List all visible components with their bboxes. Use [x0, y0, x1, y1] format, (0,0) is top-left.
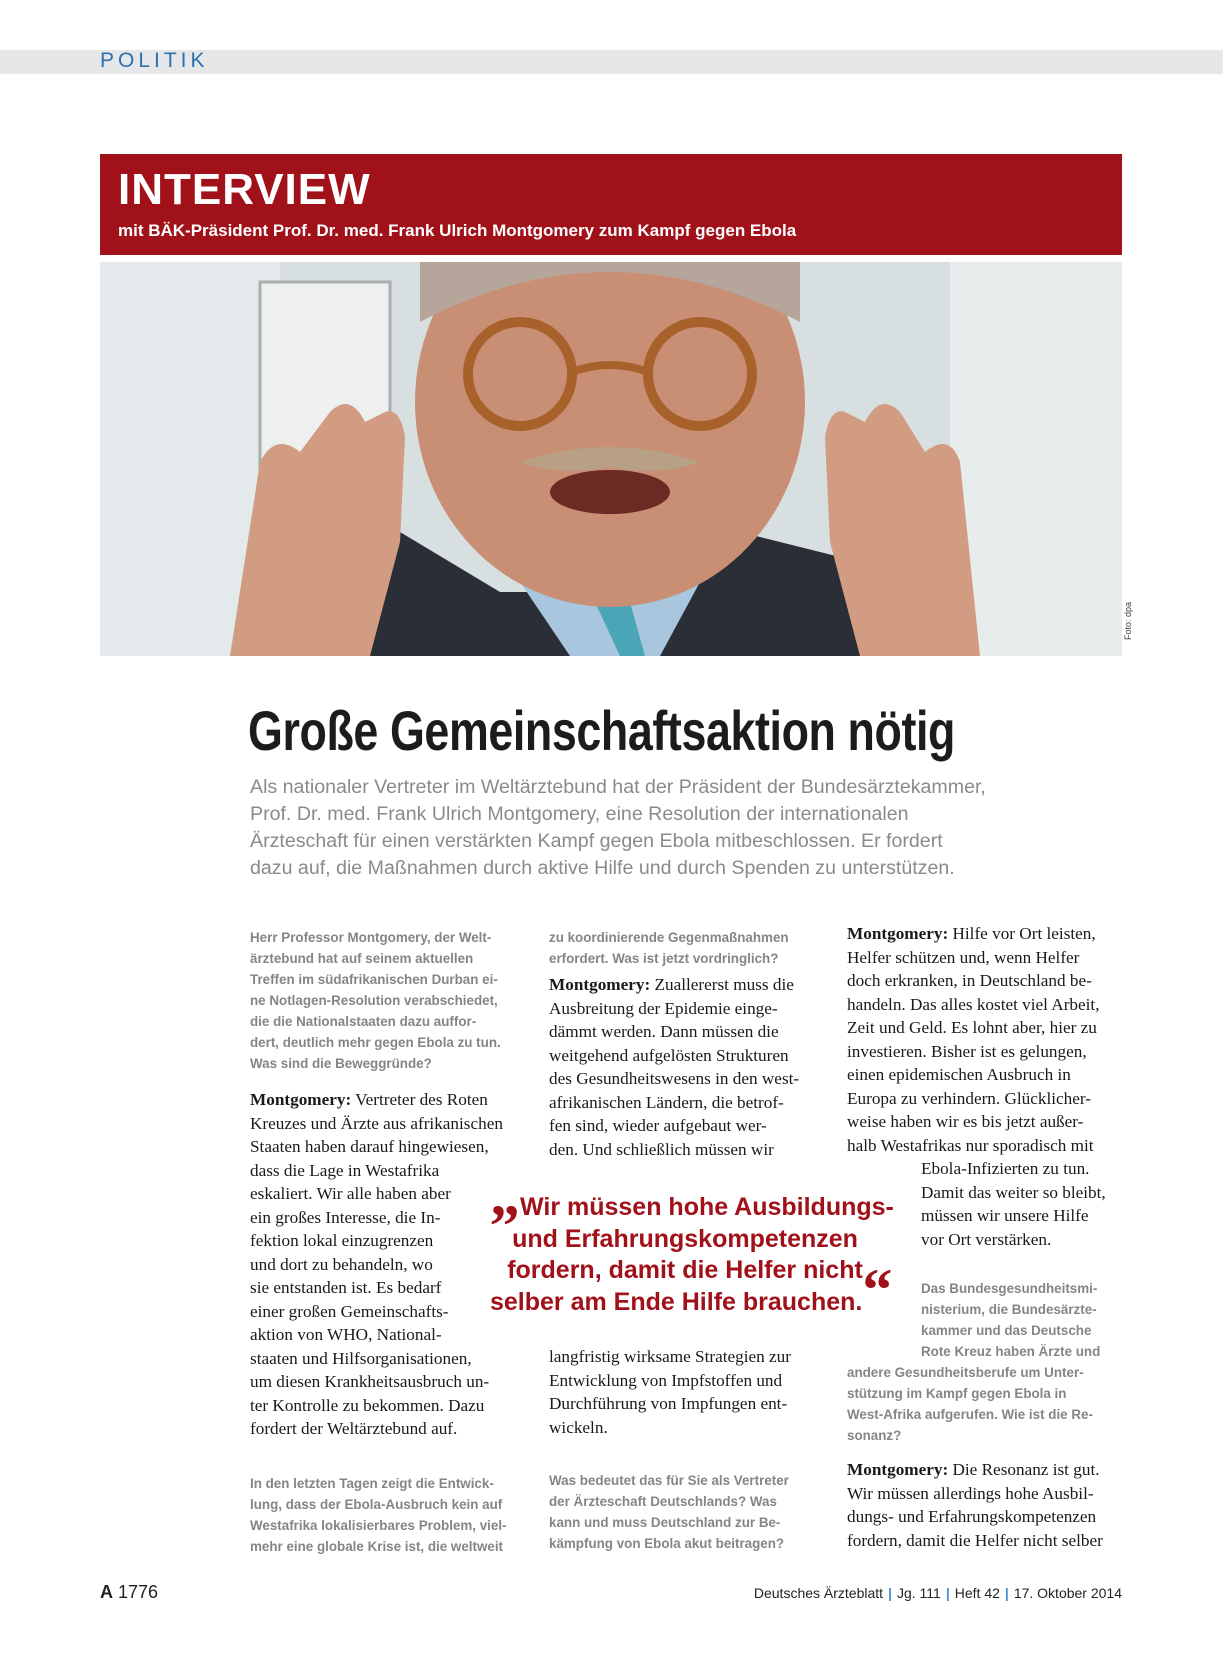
- answer-line: Wir müssen allerdings hohe Ausbil-: [847, 1483, 1094, 1503]
- question-line: der Ärzteschaft Deutschlands? Was: [549, 1494, 777, 1509]
- answer-line: dungs- und Erfahrungskompetenzen: [847, 1507, 1097, 1526]
- lead-line: dazu auf, die Maßnahmen durch aktive Hilfe und durch Spenden zu unterstützen.: [250, 857, 955, 879]
- answer-line: Helfer schützen und, wenn Helfer: [847, 947, 1080, 967]
- closing-quote-mark: “: [862, 1256, 893, 1323]
- answer-line: dass die Lage in Westafrika: [250, 1160, 440, 1180]
- answer-line: aktion von WHO, National-: [250, 1325, 442, 1344]
- question-line: die die Nationalstaaten dazu auffor-: [250, 1014, 477, 1029]
- footer-separator: |: [1004, 1585, 1009, 1601]
- answer-line: fektion lokal einzugrenzen: [250, 1231, 434, 1250]
- page-number: [100, 1582, 158, 1603]
- journal-footer: [754, 1585, 1122, 1601]
- section-label: POLITIK: [100, 49, 209, 72]
- answer-line: dämmt werden. Dann müssen die: [549, 1022, 779, 1041]
- question-line: stützung im Kampf gegen Ebola in: [847, 1386, 1067, 1401]
- question-block: [250, 927, 525, 1074]
- speaker-label: Montgomery:: [847, 1460, 949, 1479]
- question-block: [250, 1473, 525, 1557]
- headline: Große Gemeinschaftsaktion nötig: [248, 699, 956, 762]
- answer-line: afrikanischen Ländern, die betrof-: [549, 1092, 784, 1112]
- question-line: Das Bundesgesundheitsmi-: [921, 1281, 1098, 1296]
- pull-quote: [490, 1162, 894, 1323]
- interview-banner: [100, 154, 1122, 255]
- opening-quote-mark: „: [490, 1162, 520, 1228]
- pull-quote-line: Wir müssen hohe Ausbildungs-: [520, 1193, 894, 1221]
- answer-block: [847, 1458, 1122, 1552]
- question-line: mehr eine globale Krise ist, die weltweit: [250, 1538, 504, 1554]
- answer-line: eskaliert. Wir alle haben aber: [250, 1184, 451, 1203]
- pull-quote-line: selber am Ende Hilfe brauchen.: [490, 1287, 863, 1316]
- question-line: dert, deutlich mehr gegen Ebola zu tun.: [250, 1035, 501, 1050]
- banner-title: INTERVIEW: [118, 165, 371, 214]
- answer-line: Damit das weiter so bleibt,: [921, 1182, 1106, 1202]
- answer-line: ein großes Interesse, die In-: [250, 1207, 441, 1227]
- answer-block: [549, 973, 824, 1161]
- answer-line: handeln. Das alles kostet viel Arbeit,: [847, 994, 1100, 1014]
- footer-separator: |: [945, 1585, 950, 1601]
- question-line: Rote Kreuz haben Ärzte und: [921, 1344, 1101, 1359]
- column-1: [250, 927, 525, 1557]
- answer-line: den. Und schließlich müssen wir: [549, 1139, 774, 1159]
- page-number-value: 1776: [118, 1582, 159, 1602]
- answer-line: Zuallererst muss die: [650, 975, 794, 994]
- question-line: ne Notlagen-Resolution verabschiedet,: [250, 993, 498, 1008]
- question-line: Herr Professor Montgomery, der Welt-: [250, 930, 492, 945]
- column-2: [549, 927, 824, 1161]
- question-line: nisterium, die Bundesärzte-: [921, 1302, 1097, 1317]
- answer-line: Zeit und Geld. Es lohnt aber, hier zu: [847, 1018, 1097, 1037]
- answer-line: langfristig wirksame Strategien zur: [549, 1347, 791, 1366]
- question-line: sonanz?: [847, 1428, 902, 1443]
- question-line: andere Gesundheitsberufe um Unter-: [847, 1365, 1084, 1380]
- answer-line: Entwicklung von Impfstoffen und: [549, 1370, 783, 1390]
- answer-line: Kreuzes und Ärzte aus afrikanischen: [250, 1113, 503, 1133]
- answer-line: des Gesundheitswesens in den west-: [549, 1069, 800, 1088]
- answer-line: um diesen Krankheitsausbruch un-: [250, 1372, 490, 1391]
- answer-block: [250, 1088, 525, 1441]
- lead-line: Als nationaler Vertreter im Weltärztebund hat der Präsident der Bundesärztekammer,: [250, 776, 986, 798]
- question-line: kann und muss Deutschland zur Be-: [549, 1515, 781, 1530]
- answer-line: ter Kontrolle zu bekommen. Dazu: [250, 1395, 485, 1415]
- question-line: erfordert. Was ist jetzt vordringlich?: [549, 951, 779, 966]
- question-line: Westafrika lokalisierbares Problem, viel-: [250, 1517, 507, 1533]
- question-block: [549, 927, 824, 969]
- answer-line: halb Westafrikas nur sporadisch mit: [847, 1135, 1094, 1155]
- journal-date: 17. Oktober 2014: [1013, 1585, 1122, 1601]
- question-line: Was bedeutet das für Sie als Vertreter: [549, 1473, 789, 1488]
- answer-line: Die Resonanz ist gut.: [948, 1460, 1100, 1479]
- photo-credit: Foto: dpa: [1123, 601, 1133, 640]
- banner-subtitle: mit BÄK-Präsident Prof. Dr. med. Frank Ulrich Montgomery zum Kampf gegen Ebola: [118, 221, 797, 240]
- answer-line: einen epidemischen Ausbruch in: [847, 1065, 1071, 1084]
- speaker-label: Montgomery:: [549, 975, 651, 994]
- portrait-photo: [100, 262, 1122, 656]
- question-line: In den letzten Tagen zeigt die Entwick-: [250, 1475, 494, 1491]
- answer-line: und dort zu behandeln, wo: [250, 1254, 433, 1274]
- question-line: kammer und das Deutsche: [921, 1323, 1092, 1338]
- question-line: kämpfung von Ebola akut beitragen?: [549, 1536, 785, 1551]
- question-line: Was sind die Beweggründe?: [250, 1056, 432, 1071]
- question-line: zu koordinierende Gegenmaßnahmen: [549, 930, 789, 945]
- answer-line: einer großen Gemeinschafts-: [250, 1301, 449, 1321]
- lead-paragraph: [250, 774, 1130, 882]
- answer-line: investieren. Bisher ist es gelungen,: [847, 1041, 1087, 1061]
- answer-line: wickeln.: [549, 1417, 608, 1437]
- answer-line: staaten und Hilfsorganisationen,: [250, 1348, 472, 1368]
- answer-line: vor Ort verstärken.: [921, 1229, 1052, 1249]
- footer-separator: |: [888, 1585, 892, 1601]
- answer-line: weise haben wir es bis jetzt außer-: [847, 1112, 1084, 1131]
- answer-line: sie entstanden ist. Es bedarf: [250, 1278, 442, 1297]
- answer-line: fen sind, wieder aufgebaut wer-: [549, 1116, 767, 1135]
- journal-name: Deutsches Ärzteblatt: [753, 1585, 884, 1601]
- question-line: lung, dass der Ebola-Ausbruch kein auf: [250, 1496, 503, 1512]
- lead-line: Ärzteschaft für einen verstärkten Kampf gegen Ebola mitbeschlossen. Er fordert: [250, 830, 943, 852]
- answer-line: Durchführung von Impfungen ent-: [549, 1394, 788, 1413]
- answer-line: Vertreter des Roten: [351, 1090, 488, 1109]
- page-prefix: A: [100, 1582, 113, 1602]
- pull-quote-line: fordern, damit die Helfer nicht: [507, 1256, 863, 1284]
- answer-line: weitgehend aufgelösten Strukturen: [549, 1045, 789, 1065]
- question-block: [549, 1470, 824, 1554]
- question-line: Treffen im südafrikanischen Durban ei-: [250, 972, 498, 987]
- answer-line: Europa zu verhindern. Glücklicher-: [847, 1088, 1091, 1108]
- answer-line: Ausbreitung der Epidemie einge-: [549, 998, 778, 1018]
- answer-line: fordern, damit die Helfer nicht selber: [847, 1530, 1103, 1550]
- speaker-label: Montgomery:: [250, 1090, 352, 1109]
- answer-line: doch erkranken, in Deutschland be-: [847, 971, 1092, 990]
- answer-line: Staaten haben darauf hingewiesen,: [250, 1137, 489, 1156]
- pull-quote-line: und Erfahrungskompetenzen: [512, 1224, 858, 1253]
- answer-line: Ebola-Infizierten zu tun.: [921, 1159, 1090, 1178]
- journal-volume: Jg. 111: [896, 1585, 941, 1601]
- question-line: ärztebund hat auf seinem aktuellen: [250, 951, 474, 966]
- answer-line: Hilfe vor Ort leisten,: [948, 924, 1096, 943]
- question-line: West-Afrika aufgerufen. Wie ist die Re-: [847, 1407, 1093, 1422]
- speaker-label: Montgomery:: [847, 924, 949, 943]
- answer-line: müssen wir unsere Hilfe: [921, 1206, 1089, 1225]
- answer-line: fordert der Weltärztebund auf.: [250, 1419, 458, 1438]
- lead-line: Prof. Dr. med. Frank Ulrich Montgomery, eine Resolution der internationalen: [250, 803, 909, 825]
- journal-issue: Heft 42: [954, 1585, 1000, 1601]
- column-2-continued: [549, 1345, 824, 1439]
